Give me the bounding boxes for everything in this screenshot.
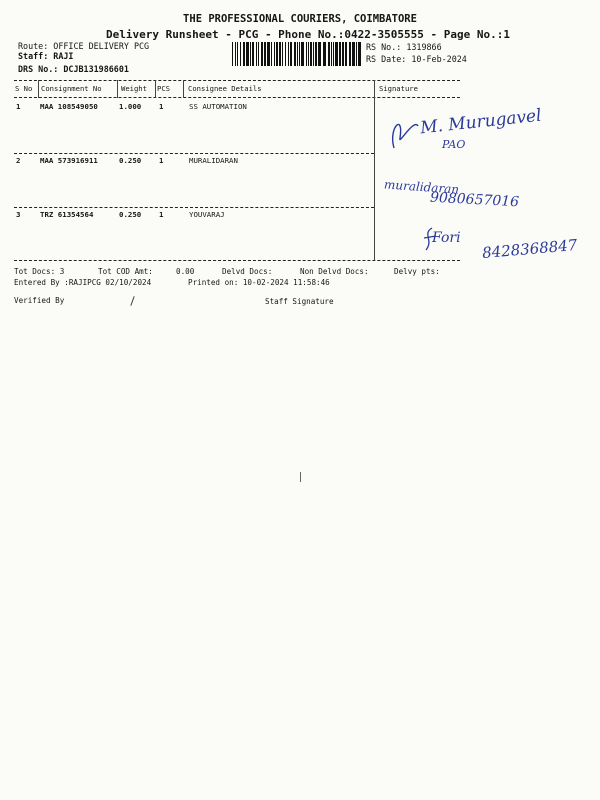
barcode-bar (288, 42, 289, 66)
barcode-bar (232, 42, 233, 66)
barcode-bar (285, 42, 286, 66)
staff-label: Staff: RAJI (18, 51, 74, 61)
header-divider-top (14, 80, 460, 81)
barcode-bar (323, 42, 326, 66)
barcode (232, 42, 362, 66)
non-delvd-docs: Non Delvd Docs: (300, 267, 369, 276)
barcode-bar (235, 42, 236, 66)
barcode-bar (306, 42, 307, 66)
col-divider-4 (183, 80, 184, 98)
row1-consignee: SS AUTOMATION (189, 102, 247, 111)
entered-by: Entered By :RAJIPCG 02/10/2024 (14, 278, 152, 287)
row2-weight: 0.250 (119, 156, 142, 165)
paper-mark (130, 296, 134, 306)
row1-consignment: MAA 108549050 (40, 102, 98, 111)
barcode-bar (290, 42, 292, 66)
barcode-bar (258, 42, 259, 66)
col-header-signature: Signature (379, 84, 418, 93)
barcode-bar (301, 42, 304, 66)
barcode-bar (328, 42, 330, 66)
barcode-bar (342, 42, 344, 66)
tot-cod-label: Tot COD Amt: (98, 267, 153, 276)
row2-consignment: MAA 573916911 (40, 156, 98, 165)
barcode-bar (264, 42, 266, 66)
col-header-sno: S No (15, 84, 33, 93)
row3-signature-extra: 8428368847 (481, 235, 579, 263)
rs-number: RS No.: 1319866 (366, 42, 442, 52)
barcode-bar (240, 42, 241, 66)
col-divider-2 (117, 80, 118, 98)
row1-divider (14, 153, 374, 154)
col-header-weight: Weight (121, 84, 147, 93)
barcode-bar (250, 42, 251, 66)
row3-pcs: 1 (159, 210, 164, 219)
row3-weight: 0.250 (119, 210, 142, 219)
row1-signature-stroke (384, 108, 424, 152)
printed-on: Printed on: 10-02-2024 11:58:46 (188, 278, 330, 287)
col-header-consignment: Consignment No (41, 84, 102, 93)
tot-docs: Tot Docs: 3 (14, 267, 65, 276)
barcode-bar (297, 42, 298, 66)
barcode-bar (237, 42, 238, 66)
barcode-bar (261, 42, 263, 66)
paper-mark (300, 472, 301, 482)
barcode-bar (274, 42, 275, 66)
header-divider-bottom (14, 97, 460, 98)
barcode-bar (243, 42, 245, 66)
row2-signature-name: muralidaran (383, 177, 460, 197)
barcode-bar (256, 42, 257, 66)
delvd-docs: Delvd Docs: (222, 267, 273, 276)
row3-consignee: YOUVARAJ (189, 210, 225, 219)
row2-sno: 2 (16, 156, 21, 165)
runsheet-subtitle: Delivery Runsheet - PCG - Phone No.:0422-3505555 - Page No.:1 (106, 28, 510, 41)
barcode-bar (333, 42, 334, 66)
barcode-bar (358, 42, 361, 66)
row3-sno: 3 (16, 210, 21, 219)
signature-column-divider (374, 80, 375, 260)
rs-date: RS Date: 10-Feb-2024 (366, 54, 467, 64)
table-bottom-divider (14, 260, 460, 261)
barcode-bar (282, 42, 283, 66)
barcode-bar (294, 42, 296, 66)
row2-divider (14, 207, 374, 208)
drs-number: DRS No.: DCJB131986601 (18, 64, 129, 74)
col-header-consignee: Consignee Details (188, 84, 262, 93)
barcode-bar (345, 42, 347, 66)
row1-signature-extra: PAO (442, 138, 466, 151)
barcode-graphic (232, 42, 362, 66)
verified-by: Verified By (14, 296, 65, 305)
row3-signature-stroke (420, 226, 438, 254)
row1-signature-name: M. Murugavel (419, 105, 543, 139)
row2-consignee: MURALIDARAN (189, 156, 238, 165)
barcode-bar (267, 42, 270, 66)
col-divider-1 (38, 80, 39, 98)
col-divider-3 (155, 80, 156, 98)
barcode-bar (276, 42, 278, 66)
barcode-bar (349, 42, 351, 66)
route-label: Route: OFFICE DELIVERY PCG (18, 41, 150, 51)
row1-weight: 1.000 (119, 102, 142, 111)
row2-signature-extra: 9080657016 (429, 189, 520, 211)
barcode-bar (335, 42, 338, 66)
barcode-bar (331, 42, 332, 66)
barcode-bar (339, 42, 341, 66)
barcode-bar (315, 42, 317, 66)
barcode-bar (318, 42, 321, 66)
barcode-bar (271, 42, 272, 66)
col-header-pcs: PCS (157, 84, 170, 93)
barcode-bar (308, 42, 309, 66)
row1-pcs: 1 (159, 102, 164, 111)
staff-signature: Staff Signature (265, 297, 334, 306)
barcode-bar (310, 42, 312, 66)
company-title: THE PROFESSIONAL COURIERS, COIMBATORE (183, 13, 417, 25)
row2-pcs: 1 (159, 156, 164, 165)
barcode-bar (246, 42, 249, 66)
row3-consignment: TRZ 61354564 (40, 210, 94, 219)
barcode-bar (279, 42, 281, 66)
barcode-bar (252, 42, 254, 66)
barcode-bar (299, 42, 300, 66)
barcode-bar (352, 42, 355, 66)
delvy-pts: Delvy pts: (394, 267, 440, 276)
row3-signature-name: Fori (432, 230, 461, 246)
row1-sno: 1 (16, 102, 21, 111)
barcode-bar (356, 42, 357, 66)
barcode-bar (313, 42, 314, 66)
tot-cod-value: 0.00 (176, 267, 195, 276)
